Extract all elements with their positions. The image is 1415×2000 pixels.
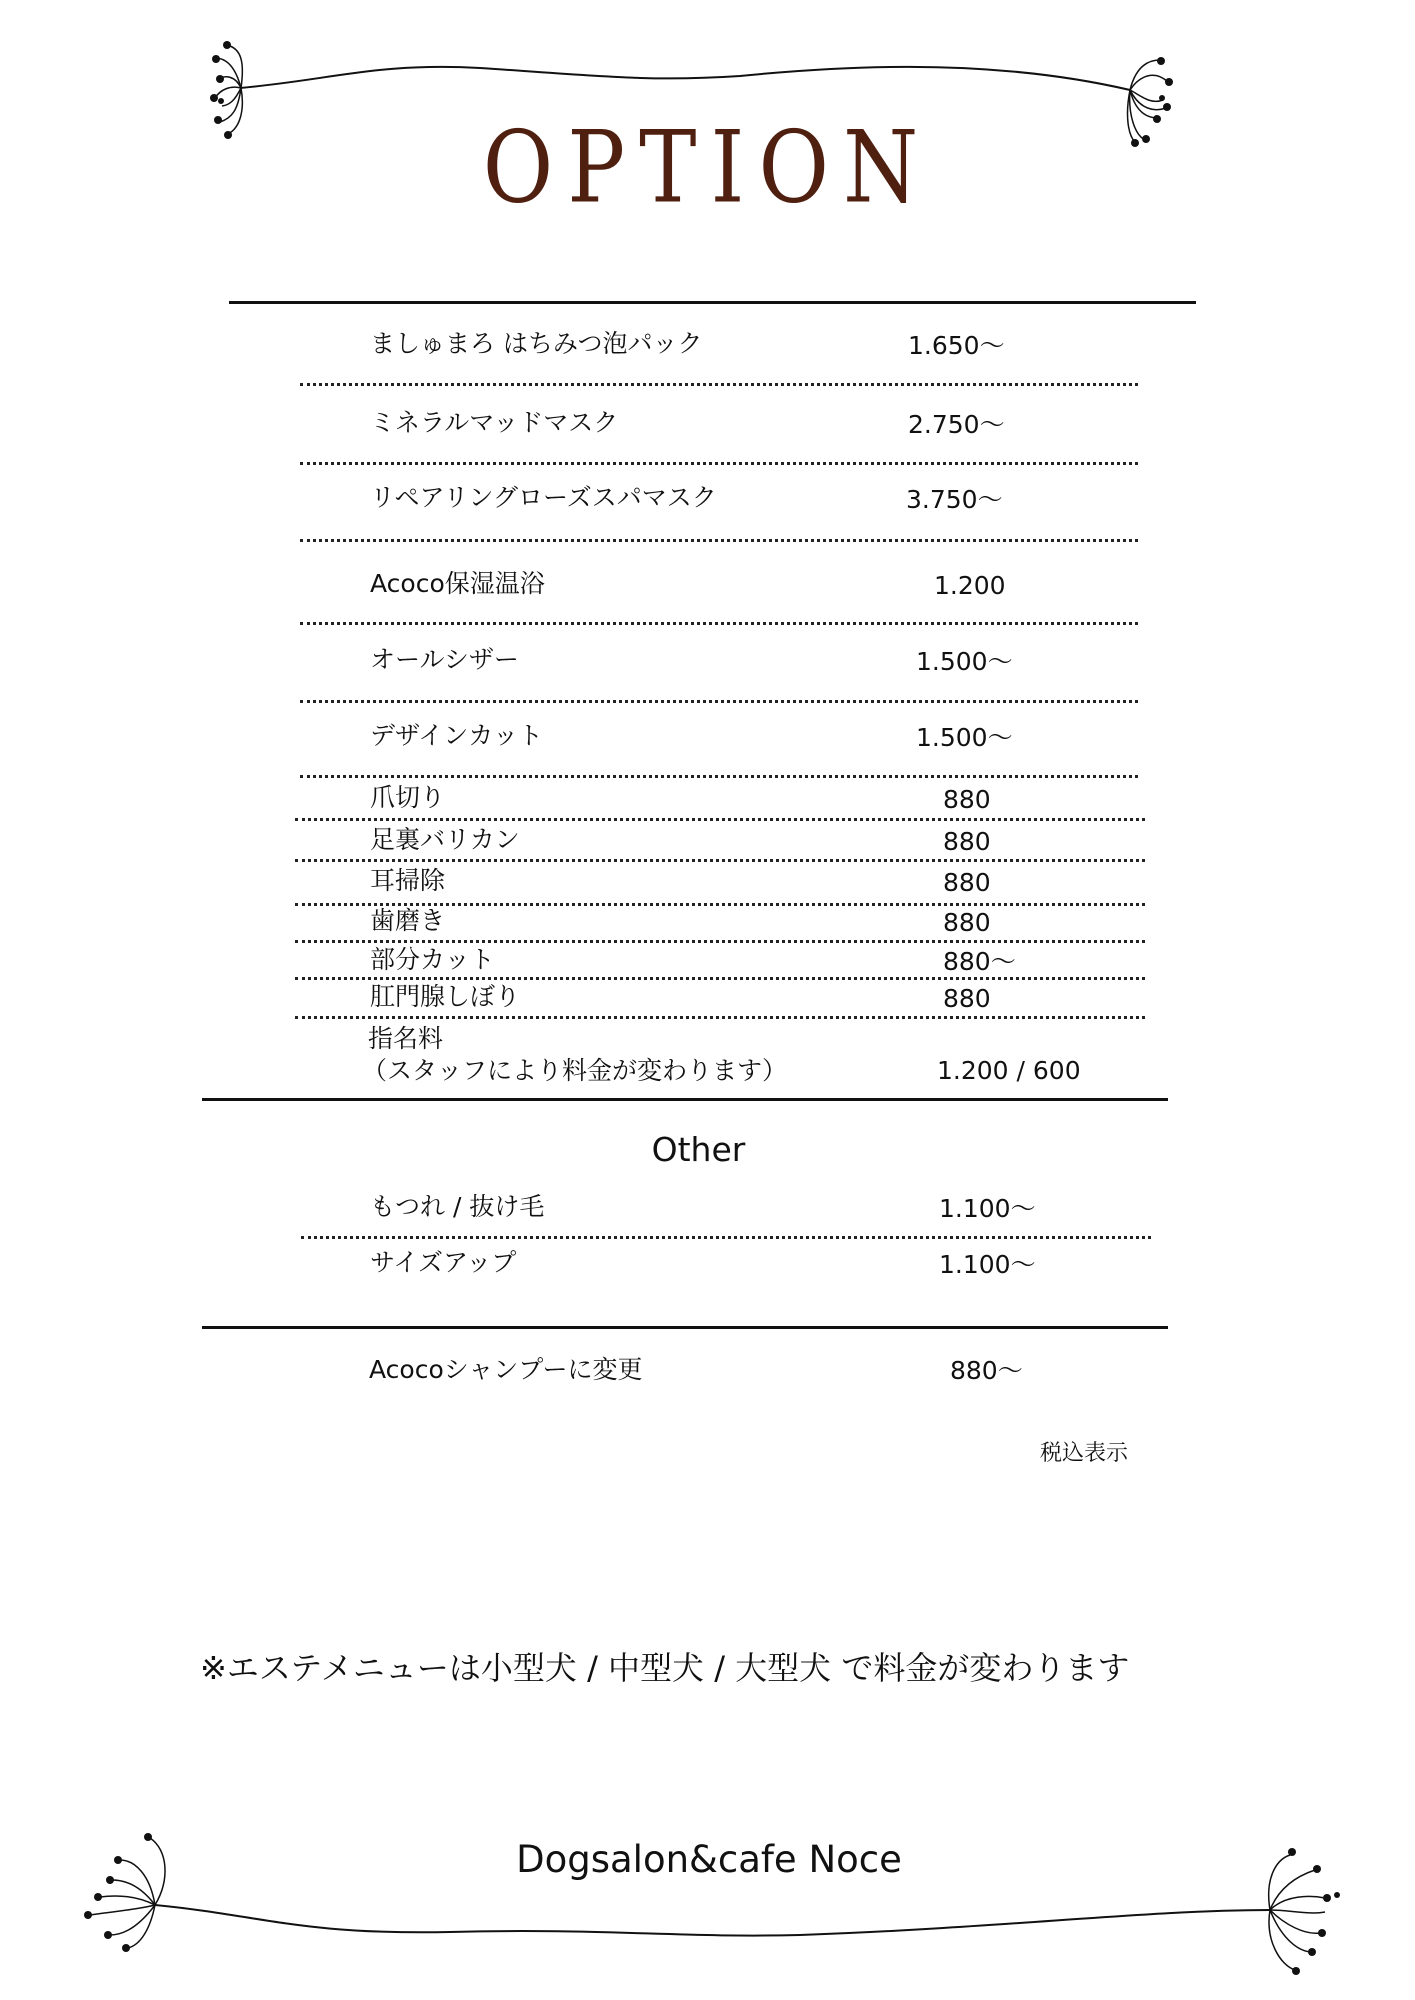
list-item-name: ましゅまろ はちみつ泡パック: [370, 329, 703, 358]
list-item-price: 2.750〜: [908, 410, 1005, 439]
divider: [229, 301, 1196, 304]
list-item-name: 肛門腺しぼり: [370, 982, 521, 1011]
dotted-divider: [300, 383, 1138, 386]
list-item-name: もつれ / 抜け毛: [370, 1192, 545, 1221]
list-item-price: 880: [943, 908, 991, 937]
list-item-name: デザインカット: [370, 721, 544, 750]
dotted-divider: [300, 700, 1138, 703]
list-item-price: 880: [943, 827, 991, 856]
list-item-name: ミネラルマッドマスク: [370, 408, 619, 437]
dotted-divider: [300, 462, 1138, 465]
other-heading: Other: [651, 1130, 746, 1169]
divider: [202, 1098, 1168, 1101]
dotted-divider: [295, 1016, 1145, 1019]
list-item-price: 880: [943, 868, 991, 897]
list-item-price: 1.500〜: [916, 647, 1013, 676]
list-item-name: 歯磨き: [370, 906, 446, 935]
list-item-name: サイズアップ: [370, 1248, 517, 1277]
tax-note: 税込表示: [1040, 1441, 1129, 1466]
list-item-price: 1.200: [934, 571, 1006, 600]
shampoo-price: 880〜: [950, 1356, 1023, 1385]
nomination-note: （スタッフにより料金が変わります）: [362, 1056, 788, 1085]
list-item-price: 880〜: [943, 947, 1016, 976]
list-item-price: 880: [943, 984, 991, 1013]
list-item-price: 3.750〜: [906, 485, 1003, 514]
list-item-name: オールシザー: [370, 645, 519, 674]
list-item-name: 足裏バリカン: [370, 825, 520, 854]
list-item-name: 部分カット: [370, 945, 495, 974]
shampoo-name: Acocoシャンプーに変更: [369, 1355, 643, 1384]
list-item-name: リペアリングローズスパマスク: [370, 483, 717, 512]
list-item-name: Acoco保湿温浴: [370, 569, 545, 598]
dotted-divider: [295, 859, 1145, 862]
dotted-divider: [300, 539, 1138, 542]
dotted-divider: [295, 977, 1145, 980]
list-item-price: 1.650〜: [908, 331, 1005, 360]
list-item-name: 爪切り: [370, 783, 446, 812]
list-item-price: 1.100〜: [939, 1250, 1036, 1279]
list-item-price: 880: [943, 785, 991, 814]
size-note: ※エステメニューは小型犬 / 中型犬 / 大型犬 で料金が変わります: [200, 1649, 1130, 1687]
divider: [202, 1326, 1168, 1329]
list-item-price: 1.500〜: [916, 723, 1013, 752]
footer-shop-name: Dogsalon&cafe Noce: [516, 1838, 902, 1881]
dotted-divider: [295, 818, 1145, 821]
page-title: OPTION: [482, 110, 933, 226]
dotted-divider: [300, 775, 1138, 778]
list-item-name: 耳掃除: [370, 866, 446, 895]
nomination-name: 指名料: [368, 1024, 444, 1053]
list-item-price: 1.100〜: [939, 1194, 1036, 1223]
dotted-divider: [295, 940, 1145, 943]
nomination-price: 1.200 / 600: [937, 1056, 1081, 1085]
dotted-divider: [301, 1236, 1151, 1239]
dotted-divider: [300, 622, 1138, 625]
